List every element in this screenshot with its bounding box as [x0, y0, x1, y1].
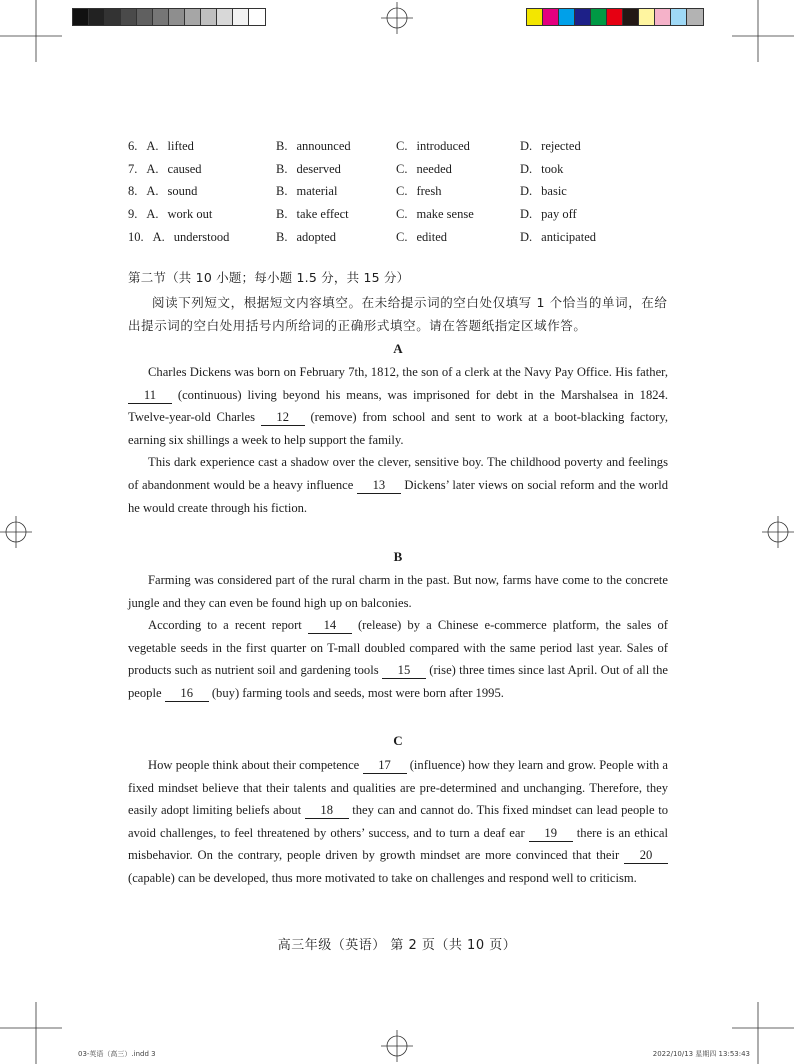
- passage-a: [128, 361, 668, 519]
- option-b: B. adopted: [276, 229, 337, 244]
- answer-blank[interactable]: 20: [624, 848, 668, 864]
- option-b: B. announced: [276, 139, 351, 153]
- option-a: 10. A. understood: [128, 229, 230, 244]
- print-slug-filename: 03-英语（高三）.indd 3: [78, 1050, 156, 1058]
- option-d: D. took: [520, 161, 564, 176]
- passage-heading: C: [393, 733, 403, 748]
- option-row: [128, 203, 688, 226]
- option-c: C. introduced: [396, 139, 470, 153]
- passage-c: [128, 754, 668, 890]
- answer-blank[interactable]: 12: [261, 410, 305, 426]
- multiple-choice-options: [128, 135, 688, 248]
- option-d: D. pay off: [520, 207, 577, 222]
- answer-blank[interactable]: 18: [305, 803, 349, 819]
- option-row: [128, 226, 688, 249]
- answer-blank[interactable]: 17: [363, 758, 407, 774]
- passage-heading: A: [393, 341, 403, 356]
- option-d: D. basic: [520, 184, 567, 199]
- option-a: 6. A. lifted: [128, 139, 194, 153]
- paragraph: According to a recent report 14 (release) by a Chinese e-commerce platform, the sales of vegetable seeds in the first quarter on T-mall doubled compared with the same period last year. Sales of products such as nutrient soil and gardening tools 15 (rise) three times since last April. Out of all the people 16 (buy) farming tools and seeds, most were born after 1995.: [128, 618, 668, 700]
- option-b: B. deserved: [276, 161, 341, 176]
- print-slug-timestamp: 2022/10/13 星期四 13:53:43: [652, 1050, 750, 1058]
- paragraph: Charles Dickens was born on February 7th, 1812, the son of a clerk at the Navy Pay Office. His father, 11 (continuous) living beyond his means, was imprisoned for debt in the Marshalsea in 1824. Twelve-year-old Charles 12 (remove) from school and sent to work at a boot-blacking factory, earning six shillings a week to help support the family.: [128, 365, 668, 447]
- answer-blank[interactable]: 19: [529, 826, 573, 842]
- paragraph: Farming was considered part of the rural charm in the past. But now, farms have come to the concrete jungle and they can even be found high up on balconies.: [128, 573, 668, 610]
- section-instructions: 阅读下列短文，根据短文内容填空。在未给提示词的空白处仅填写 1 个恰当的单词，在给出提示词的空白处用括号内所给词的正确形式填空。请在答题纸指定区域作答。: [128, 295, 668, 333]
- option-c: C. make sense: [396, 207, 474, 222]
- option-row: [128, 158, 688, 181]
- option-b: B. material: [276, 184, 338, 199]
- option-c: C. needed: [396, 161, 452, 176]
- paragraph: This dark experience cast a shadow over the clever, sensitive boy. The childhood poverty and feelings of abandonment would be a heavy influence 13 Dickens’ later views on social reform and the world he would create through his fiction.: [128, 455, 668, 515]
- answer-blank[interactable]: 11: [128, 388, 172, 404]
- answer-blank[interactable]: 14: [308, 618, 352, 634]
- option-row: [128, 180, 688, 203]
- option-a: 9. A. work out: [128, 207, 213, 222]
- option-a: 8. A. sound: [128, 184, 198, 199]
- option-row: [128, 135, 688, 158]
- option-d: D. anticipated: [520, 229, 596, 244]
- passage-heading: B: [393, 549, 403, 564]
- option-d: D. rejected: [520, 139, 581, 153]
- option-a: 7. A. caused: [128, 161, 202, 176]
- option-b: B. take effect: [276, 207, 349, 222]
- option-c: C. edited: [396, 229, 448, 244]
- answer-blank[interactable]: 13: [357, 478, 401, 494]
- answer-blank[interactable]: 15: [382, 663, 426, 679]
- option-c: C. fresh: [396, 184, 442, 199]
- section-title: 第二节（共 10 小题；每小题 1.5 分，共 15 分）: [128, 270, 410, 285]
- page-footer: 高三年级（英语） 第 2 页（共 10 页）: [277, 938, 517, 953]
- paragraph: How people think about their competence 17 (influence) how they learn and grow. People with a fixed mindset believe that their talents and qualities are pre-determined and unchanging. Therefore, they easily adopt limiting beliefs about 18 they can and cannot do. This fixed mindset can lead people to avoid challenges, to feel threatened by others’ success, and to turn a deaf ear 19 there is an ethical misbehavior. On the contrary, people driven by growth mindset are more convinced that their 20 (capable) can be developed, thus more motivated to take on challenges and respond well to criticism.: [128, 758, 669, 885]
- answer-blank[interactable]: 16: [165, 686, 209, 702]
- passage-b: [128, 569, 668, 705]
